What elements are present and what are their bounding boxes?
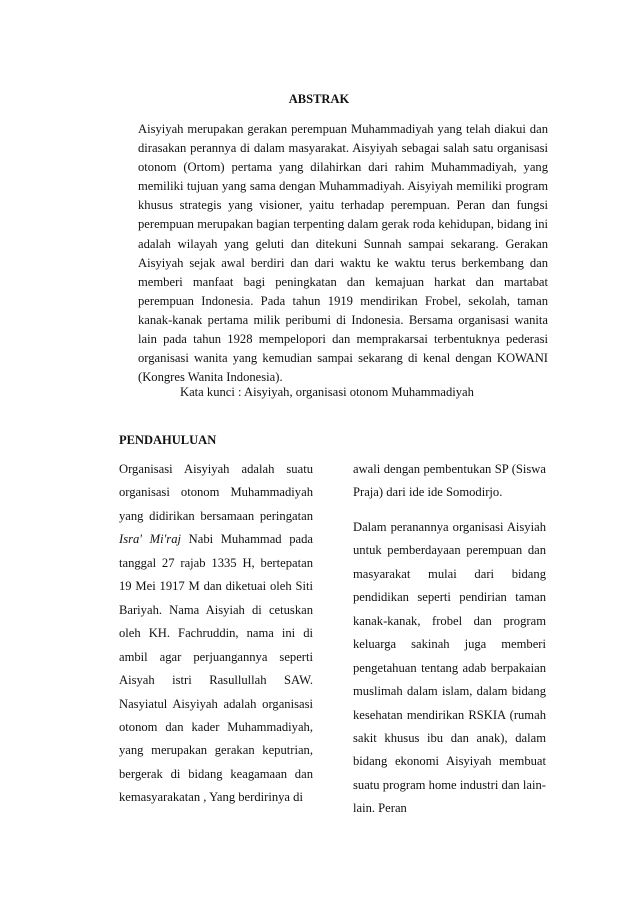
abstract-body: Aisyiyah merupakan gerakan perempuan Muhammadiyah yang telah diakui dan dirasakan perannya di dalam masyarakat. Aisyiyah sebagai salah satu organisasi otonom (Ortom) pertama yang dilahirkan dari rahim Muhammadiyah, yang memiliki tujuan yang sama dengan Muhammadiyah. Aisyiyah memiliki program khusus strategis yang visioner, yaitu terhadap perempuan. Peran dan fungsi perempuan merupakan bagian terpenting dalam gerak roda kehidupan, bidang ini adalah wilayah yang geluti dan ditekuni Sunnah sampai sekarang. Gerakan Aisyiyah sejak awal berdiri dan dari waktu ke waktu terus berkembang dan memberi manfaat bagi peningkatan dan kemajuan harkat dan martabat perempuan Indonesia. Pada tahun 1919 mendirikan Frobel, sekolah, taman kanak-kanak pertama milik peribumi di Indonesia. Bersama organisasi wanita lain pada tahun 1928 mempelopori dan memprakarsai terbentuknya pederasi organisasi wanita yang kemudian sampai sekarang di kenal dengan KOWANI (Kongres Wanita Indonesia).: [138, 122, 548, 385]
left-column: [119, 458, 313, 810]
left-paragraph-text-start: Organisasi Aisyiyah adalah suatu organisasi otonom Muhammadiyah yang didirikan bersamaan peringatan: [119, 462, 313, 523]
right-column-paragraph-1: awali dengan pembentukan SP (Siswa Praja) dari ide ide Somodirjo.: [353, 462, 546, 500]
left-paragraph-text-end: Nabi Muhammad pada tanggal 27 rajab 1335 H, bertepatan 19 Mei 1917 M dan diketuai oleh Siti Bariyah. Nama Aisyiah di cetuskan oleh KH. Fachruddin, nama ini di ambil agar perjuangannya seperti Aisyah istri Rasullullah SAW. Nasyiatul Aisyiyah adalah organisasi otonom dan kader Muhammadiyah, yang merupakan gerakan keputrian, bergerak di bidang keagamaan dan kemasyarakatan , Yang berdirinya di: [119, 532, 313, 805]
left-column-paragraph: [119, 458, 313, 810]
abstract-title: ABSTRAK: [288, 92, 350, 106]
right-column-paragraph-2: Dalam peranannya organisasi Aisyiah untuk pemberdayaan perempuan dan masyarakat mulai dari bidang pendidikan seperti pendirian taman kanak-kanak, frobel dan program keluarga sakinah juga memberi pengetahuan tentang adab berpakaian muslimah dalam islam, dalam bidang kesehatan mendirikan RSKIA (rumah sakit khusus ibu dan anak), dalam bidang ekonomi Aisyiyah membuat suatu program home industri dan lain-lain. Peran: [353, 519, 546, 816]
section-heading-introduction: PENDAHULUAN: [119, 433, 217, 447]
keywords-line: Kata kunci : Aisyiyah, organisasi otonom Muhammadiyah: [180, 385, 474, 399]
right-column: [353, 458, 546, 821]
left-paragraph-italic-term: Isra' Mi'raj: [119, 532, 181, 547]
